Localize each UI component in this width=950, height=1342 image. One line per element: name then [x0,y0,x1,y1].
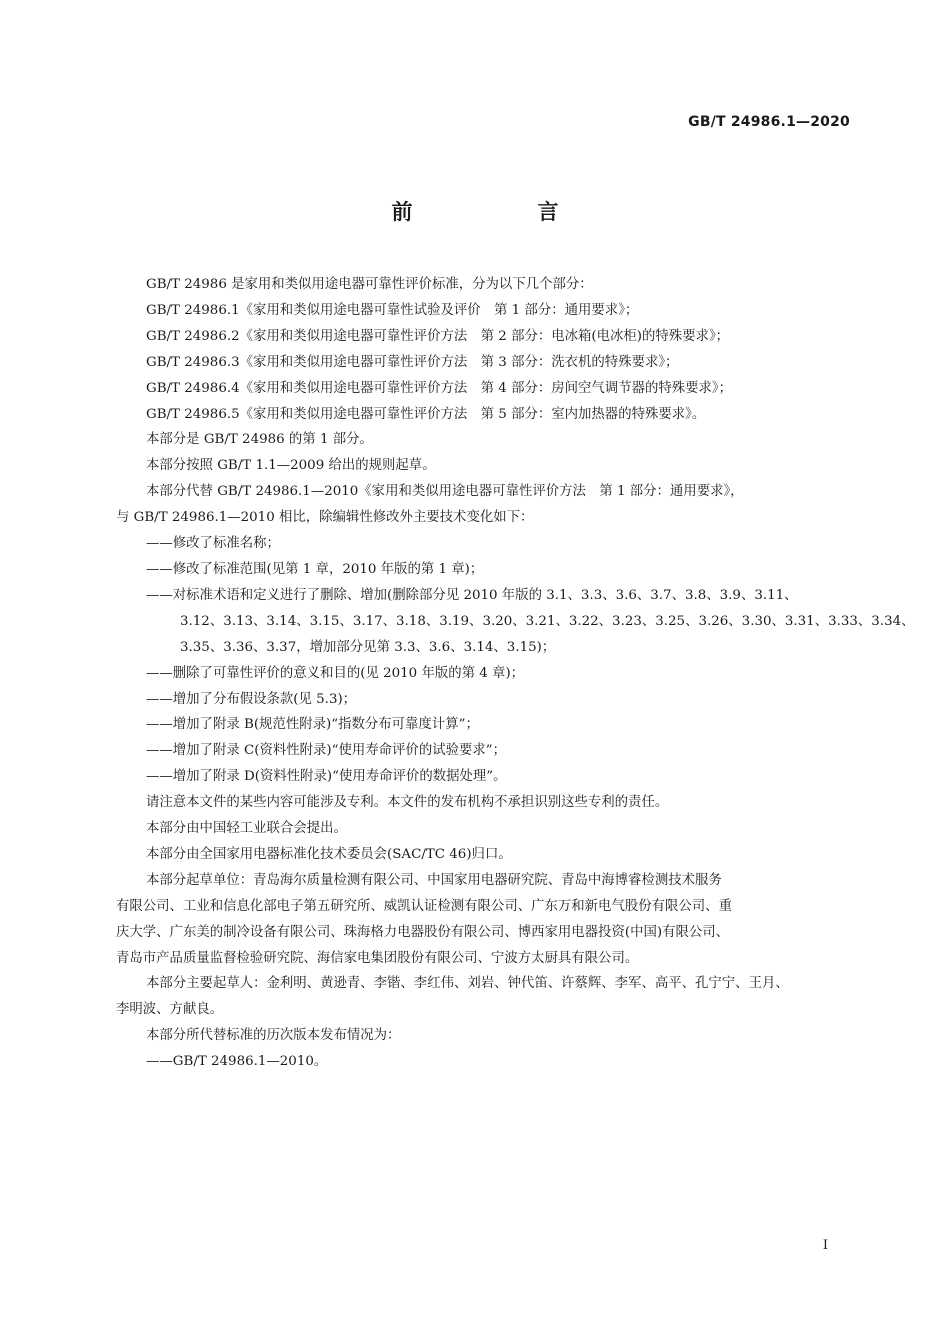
paragraph: GB/T 24986.1《家用和类似用途电器可靠性试验及评价 第 1 部分：通用要求》； [146,302,639,318]
paragraph: GB/T 24986.2《家用和类似用途电器可靠性评价方法 第 2 部分：电冰箱(电冰柜)的特殊要求》； [146,328,730,344]
list-item: ——GB/T 24986.1—2010。 [146,1054,328,1070]
paragraph: 本部分主要起草人：金利明、黄逊青、李锴、李红伟、刘岩、钟代笛、许蔡辉、李军、高平、孔宁宁、王月、 [146,976,789,992]
paragraph: 庆大学、广东美的制冷设备有限公司、珠海格力电器股份有限公司、博西家用电器投资(中国)有限公司、 [116,924,730,940]
paragraph: 本部分是 GB/T 24986 的第 1 部分。 [146,432,373,448]
page-number: Ⅰ [822,1238,828,1253]
list-item: ——增加了分布假设条款(见 5.3)； [146,691,357,707]
paragraph: GB/T 24986.5《家用和类似用途电器可靠性评价方法 第 5 部分：室内加热器的特殊要求》。 [146,406,706,422]
paragraph: 本部分代替 GB/T 24986.1—2010《家用和类似用途电器可靠性评价方法 第 1 部分：通用要求》， [146,484,744,500]
list-item-continuation: 3.35、3.36、3.37，增加部分见第 3.3、3.6、3.14、3.15)； [180,639,556,655]
foreword-body [116,272,915,1075]
paragraph: GB/T 24986.4《家用和类似用途电器可靠性评价方法 第 4 部分：房间空气调节器的特殊要求》； [146,380,733,396]
paragraph: 李明波、方献良。 [116,1002,224,1018]
list-item: ——增加了附录 C(资料性附录)“使用寿命评价的试验要求”； [146,743,507,759]
list-item-continuation: 3.12、3.13、3.14、3.15、3.17、3.18、3.19、3.20、3.21、3.22、3.23、3.25、3.26、3.30、3.31、3.33、3.34、 [180,613,915,629]
list-item: ——修改了标准名称； [146,536,280,552]
list-item: ——增加了附录 B(规范性附录)“指数分布可靠度计算”； [146,717,479,733]
list-item: ——修改了标准范围(见第 1 章，2010 年版的第 1 章)； [146,561,484,577]
paragraph: 青岛市产品质量监督检验研究院、海信家电集团股份有限公司、宁波方太厨具有限公司。 [116,950,639,966]
paragraph: 请注意本文件的某些内容可能涉及专利。本文件的发布机构不承担识别这些专利的责任。 [146,795,669,811]
paragraph: 有限公司、工业和信息化部电子第五研究所、威凯认证检测有限公司、广东万和新电气股份有限公司、重 [116,898,732,914]
paragraph: 本部分由中国轻工业联合会提出。 [146,821,347,837]
paragraph: 本部分所代替标准的历次版本发布情况为： [146,1028,401,1044]
list-item: ——删除了可靠性评价的意义和目的(见 2010 年版的第 4 章)； [146,665,525,681]
paragraph: GB/T 24986.3《家用和类似用途电器可靠性评价方法 第 3 部分：洗衣机的特殊要求》； [146,354,679,370]
paragraph: 与 GB/T 24986.1—2010 相比，除编辑性修改外主要技术变化如下： [116,510,534,526]
list-item: ——对标准术语和定义进行了删除、增加(删除部分见 2010 年版的 3.1、3.3、3.6、3.7、3.8、3.9、3.11、 [146,587,798,603]
paragraph: GB/T 24986 是家用和类似用途电器可靠性评价标准，分为以下几个部分： [146,277,593,292]
paragraph: 本部分起草单位：青岛海尔质量检测有限公司、中国家用电器研究院、青岛中海博睿检测技术服务 [146,872,722,888]
paragraph: 本部分按照 GB/T 1.1—2009 给出的规则起草。 [146,458,436,474]
document-code: GB/T 24986.1—2020 [688,114,850,130]
page-title: 前 言 [391,200,611,224]
paragraph: 本部分由全国家用电器标准化技术委员会(SAC/TC 46)归口。 [146,846,512,862]
list-item: ——增加了附录 D(资料性附录)“使用寿命评价的数据处理”。 [146,769,507,785]
